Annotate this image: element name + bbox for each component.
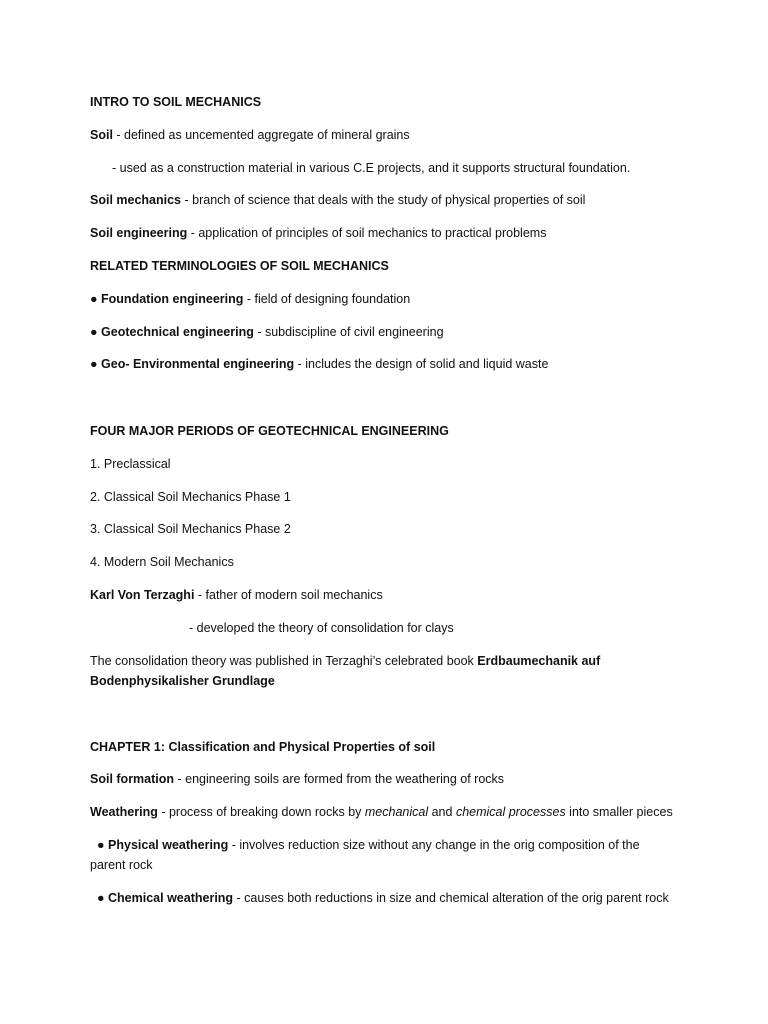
period-item: 1. Preclassical [90,457,171,471]
terzaghi-definition: Karl Von Terzaghi - father of modern soil mechanics [90,588,383,602]
chapter-heading: CHAPTER 1: Classification and Physical Properties of soil [90,740,436,754]
related-heading: RELATED TERMINOLOGIES OF SOIL MECHANICS [90,259,389,273]
soil-mechanics-definition: Soil mechanics - branch of science that deals with the study of physical properties of soil [90,193,586,207]
related-item: ● Foundation engineering - field of designing foundation [90,292,411,306]
consolidation-paragraph: The consolidation theory was published in Terzaghi’s celebrated book Erdbaumechanik auf [90,654,601,668]
period-item: 2. Classical Soil Mechanics Phase 1 [90,490,291,504]
physical-weathering-definition-cont: parent rock [90,858,153,872]
soil-definition-sub: - used as a construction material in various C.E projects, and it supports structural foundation. [112,161,631,175]
soil-formation-definition: Soil formation - engineering soils are formed from the weathering of rocks [90,772,505,786]
consolidation-paragraph-cont: Bodenphysikalisher Grundlage [90,674,275,688]
periods-heading: FOUR MAJOR PERIODS OF GEOTECHNICAL ENGINEERING [90,424,449,438]
related-item: ● Geotechnical engineering - subdiscipline of civil engineering [90,325,444,339]
intro-heading: INTRO TO SOIL MECHANICS [90,95,262,109]
weathering-definition: Weathering - process of breaking down rocks by mechanical and chemical processes into smaller pieces [90,805,673,819]
soil-definition: Soil - defined as uncemented aggregate of mineral grains [90,128,410,142]
chemical-weathering-definition: ● Chemical weathering - causes both reductions in size and chemical alteration of the orig parent rock [97,891,669,905]
soil-engineering-definition: Soil engineering - application of principles of soil mechanics to practical problems [90,226,547,240]
physical-weathering-definition: ● Physical weathering - involves reduction size without any change in the orig composition of the [97,838,640,852]
period-item: 3. Classical Soil Mechanics Phase 2 [90,522,291,536]
period-item: 4. Modern Soil Mechanics [90,555,234,569]
related-item: ● Geo- Environmental engineering - includes the design of solid and liquid waste [90,357,549,371]
terzaghi-definition-sub: - developed the theory of consolidation for clays [189,621,454,635]
